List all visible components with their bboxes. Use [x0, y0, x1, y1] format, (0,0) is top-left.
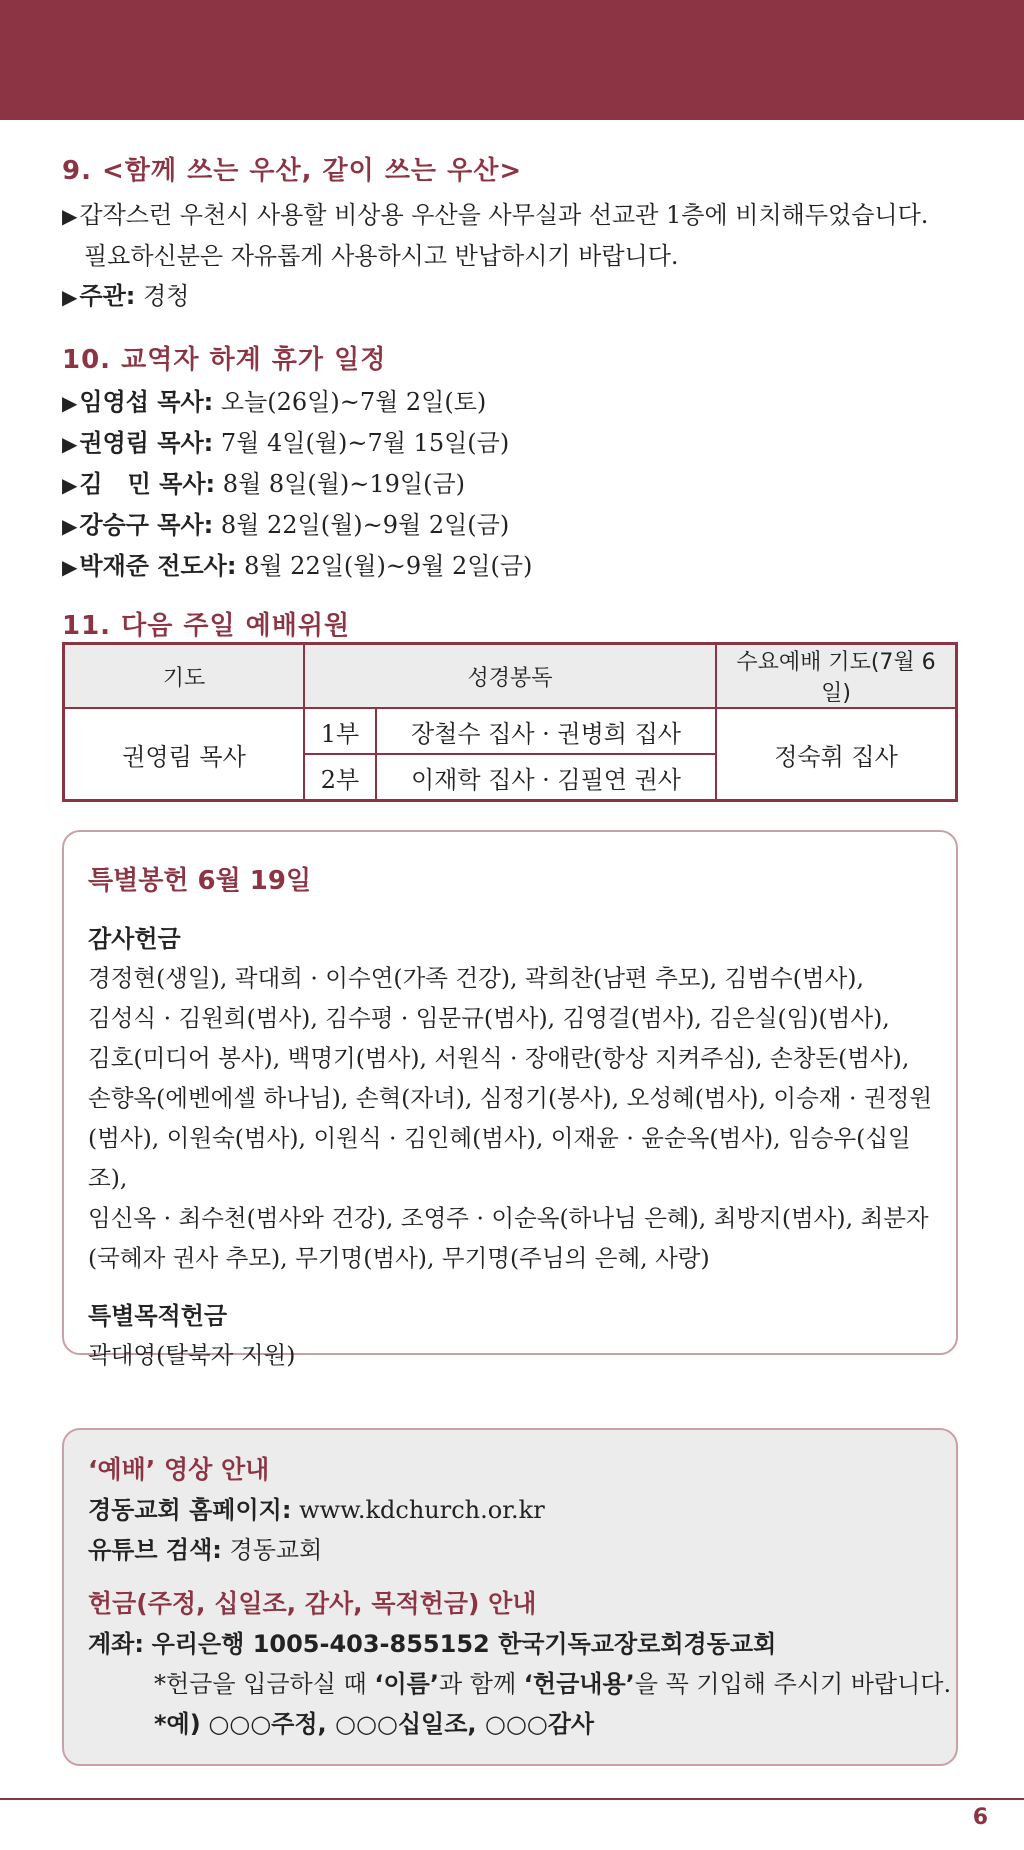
list-item: ▶김 민 목사: 8월 8일(월)~19일(금) [62, 470, 465, 498]
table-header-row [64, 644, 957, 709]
bullet-icon: ▶ [62, 555, 78, 579]
vacation-list [62, 382, 982, 587]
page-number: 6 [972, 1805, 988, 1830]
account-label: 계좌: [88, 1630, 144, 1658]
homepage-url: www.kdchurch.or.kr [299, 1496, 545, 1524]
header-reading: 성경봉독 [304, 644, 716, 709]
offering-example: *예) ○○○주정, ○○○십일조, ○○○감사 [154, 1710, 595, 1738]
reader-cell: 장철수 집사 · 권병희 집사 [376, 708, 716, 754]
section9-host-value: 경청 [143, 282, 190, 310]
special-purpose-line: 곽대영(탈북자 지원) [88, 1341, 296, 1369]
header-band [0, 0, 1024, 120]
table-row [64, 708, 957, 754]
wednesday-cell: 정숙휘 집사 [716, 708, 957, 801]
bullet-icon: ▶ [62, 204, 78, 228]
reader-cell: 이재학 집사 · 김필연 권사 [376, 754, 716, 801]
youtube-value: 경동교회 [229, 1536, 323, 1564]
section9-host-label: 주관: [79, 282, 136, 310]
offering-info-title: 헌금(주정, 십일조, 감사, 목적헌금) 안내 [88, 1589, 537, 1618]
special-purpose-heading: 특별목적헌금 [88, 1302, 228, 1330]
bullet-icon: ▶ [62, 285, 78, 309]
thanks-offering-heading: 감사헌금 [88, 925, 181, 953]
list-item: ▶강승구 목사: 8월 22일(월)~9월 2일(금) [62, 511, 510, 539]
list-item: ▶권영림 목사: 7월 4일(월)~7월 15일(금) [62, 429, 510, 457]
list-item: ▶박재준 전도사: 8월 22일(월)~9월 2일(금) [62, 552, 533, 580]
youtube-label: 유튜브 검색: [88, 1536, 222, 1564]
prayer-cell: 권영림 목사 [64, 708, 305, 801]
video-info-title: ‘예배’ 영상 안내 [88, 1455, 270, 1484]
thanks-offering-list: 경정현(생일), 곽대희 · 이수연(가족 건강), 곽희찬(남편 추모), 김범수(범사), 김성식 · 김원희(범사), 김수평 · 임문규(범사), 김영걸(범사), 김은실(임)(범사), 김호(미디어 봉사), 백명기(범사), 서원식 · 장애란(항상 지켜주심), 손창돈(범사), 손향옥(에벤에셀 하나님), 손혁(자녀), 심정기(봉사), 오성혜(범사), 이승재 · 권정원 (범사), 이원숙(범사), 이원식 · 김인혜(범사), 이재윤 · 윤순옥(범사), 임승우(십일조), 임신옥 · 최수천(범사와 건강), 조영주 · 이순옥(하나님 은혜), 최방지(범사), 최분자 (국혜자 권사 추모), 무기명(범사), 무기명(주님의 은혜, 사랑) [88, 964, 933, 1272]
info-box [62, 1428, 958, 1766]
bullet-icon: ▶ [62, 432, 78, 456]
bullet-icon: ▶ [62, 391, 78, 415]
bullet-icon: ▶ [62, 514, 78, 538]
section9-body [62, 195, 982, 317]
worship-committee-table [62, 642, 958, 802]
bullet-icon: ▶ [62, 473, 78, 497]
special-offering-box [62, 830, 958, 1369]
section10-title: 10. 교역자 하계 휴가 일정 [62, 345, 387, 375]
footer-rule [0, 1798, 1024, 1800]
service-cell: 1부 [304, 708, 376, 754]
notices [62, 150, 982, 642]
homepage-label: 경동교회 홈페이지: [88, 1496, 292, 1524]
list-item: ▶임영섭 목사: 오늘(26일)~7월 2일(토) [62, 388, 487, 416]
service-cell: 2부 [304, 754, 376, 801]
header-wednesday: 수요예배 기도(7월 6일) [716, 644, 957, 709]
account-value: 우리은행 1005-403-855152 한국기독교장로회경동교회 [151, 1630, 777, 1658]
section11-title: 11. 다음 주일 예배위원 [62, 611, 351, 641]
section9-line2: 필요하신분은 자유롭게 사용하시고 반납하시기 바랍니다. [84, 242, 679, 270]
offering-note: *헌금을 입금하실 때 ‘이름’과 함께 ‘헌금내용’을 꼭 기입해 주시기 바랍니다. [154, 1670, 952, 1698]
header-prayer: 기도 [64, 644, 305, 709]
section9-title: 9. <함께 쓰는 우산, 같이 쓰는 우산> [62, 156, 523, 186]
section9-line1: 갑작스런 우천시 사용할 비상용 우산을 사무실과 선교관 1층에 비치해두었습니다. [79, 201, 929, 229]
offering-title: 특별봉헌 6월 19일 [88, 866, 312, 896]
